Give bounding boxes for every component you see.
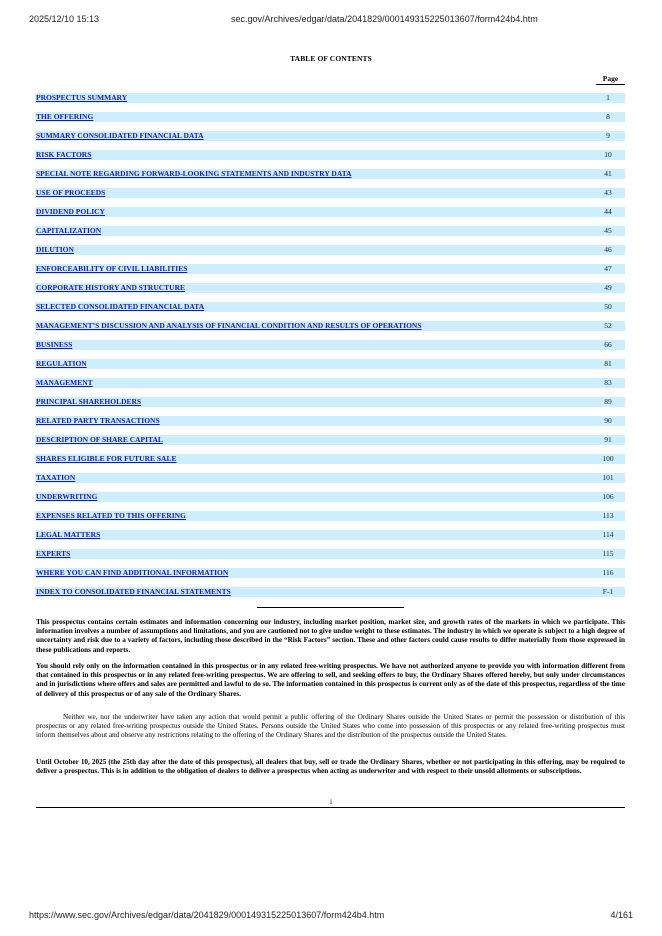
toc-page-number: 44 [604, 207, 612, 216]
toc-page-number: 115 [602, 549, 614, 558]
toc-row-regulation [35, 359, 625, 369]
print-footer-url: https://www.sec.gov/Archives/edgar/data/2041829/000149315225013607/form424b4.htm [29, 910, 385, 920]
toc-row-legal-matters [35, 530, 625, 540]
toc-row-additional-information [35, 568, 625, 578]
toc-row-special-note [35, 169, 625, 179]
toc-link-capitalization[interactable]: CAPITALIZATION [36, 226, 102, 235]
toc-page-number: 45 [604, 226, 612, 235]
print-footer [29, 910, 633, 924]
toc-page-number: 91 [604, 435, 612, 444]
toc-page-number: 90 [604, 416, 612, 425]
toc-page-number: 1 [606, 93, 610, 102]
toc-link-related-party-transactions[interactable]: RELATED PARTY TRANSACTIONS [36, 416, 160, 425]
toc-row-related-party-transactions [35, 416, 625, 426]
toc-page-number: 41 [604, 169, 612, 178]
toc-link-description-of-share-capital[interactable]: DESCRIPTION OF SHARE CAPITAL [36, 435, 163, 444]
toc-title: TABLE OF CONTENTS [290, 54, 372, 63]
toc-page-number: 116 [602, 568, 614, 577]
toc-link-legal-matters[interactable]: LEGAL MATTERS [36, 530, 101, 539]
toc-link-experts[interactable]: EXPERTS [36, 549, 71, 558]
toc-page-number: F-1 [602, 587, 614, 596]
toc-row-expenses [35, 511, 625, 521]
toc-page-number: 43 [604, 188, 612, 197]
toc-page-number: 47 [604, 264, 612, 273]
reliance-paragraph: You should rely only on the information contained in this prospectus or in any related free-writing prospectus. We have not authorized anyone to provide you with information different from that contained in this prospectus or in any related free-writing prospectus. We are offering to sell, and seeking offers to buy, the Ordinary Shares offered hereby, but only under circumstances and in jurisdictions where offers and sales are permitted and lawful to do so. The information contained in this prospectus is current only as of the date of this prospectus, regardless of the time of delivery of this prospectus or of any sale of the Ordinary Shares. [36, 662, 625, 698]
toc-page-number: 114 [602, 530, 614, 539]
toc-page-number: 10 [604, 150, 612, 159]
toc-link-business[interactable]: BUSINESS [36, 340, 73, 349]
page-bottom-rule [36, 807, 625, 808]
toc-link-regulation[interactable]: REGULATION [36, 359, 87, 368]
toc-row-enforceability [35, 264, 625, 274]
toc-link-prospectus-summary[interactable]: PROSPECTUS SUMMARY [36, 93, 128, 102]
toc-page-number: 106 [602, 492, 614, 501]
toc-link-the-offering[interactable]: THE OFFERING [36, 112, 94, 121]
toc-link-special-note[interactable]: SPECIAL NOTE REGARDING FORWARD-LOOKING STATEMENTS AND INDUSTRY DATA [36, 169, 352, 178]
toc-row-business [35, 340, 625, 350]
toc-row-dividend-policy [35, 207, 625, 217]
toc-page-number: 8 [606, 112, 610, 121]
toc-link-enforceability[interactable]: ENFORCEABILITY OF CIVIL LIABILITIES [36, 264, 188, 273]
toc-page-number: 50 [604, 302, 612, 311]
toc-row-corporate-history [35, 283, 625, 293]
toc-link-selected-financial-data[interactable]: SELECTED CONSOLIDATED FINANCIAL DATA [36, 302, 205, 311]
toc-link-index-financial-statements[interactable]: INDEX TO CONSOLIDATED FINANCIAL STATEMENTS [36, 587, 231, 596]
toc-link-shares-eligible[interactable]: SHARES ELIGIBLE FOR FUTURE SALE [36, 454, 177, 463]
page-number: i [329, 797, 333, 806]
print-header [29, 14, 633, 28]
toc-row-the-offering [35, 112, 625, 122]
toc-page-number: 113 [602, 511, 614, 520]
toc-row-experts [35, 549, 625, 559]
outside-us-paragraph: Neither we, nor the underwriter have taken any action that would permit a public offering of the Ordinary Shares outside the United States or permit the possession or distribution of this prospectus or any related free-writing prospectus outside the United States. Persons outside the United States who come into possession of this prospectus or any related free-writing prospectus must inform themselves about and observe any restrictions relating to the offering of the Ordinary Shares and the distribution of the prospectus outside the United States. [36, 713, 625, 740]
toc-link-use-of-proceeds[interactable]: USE OF PROCEEDS [36, 188, 106, 197]
toc-page-number: 46 [604, 245, 612, 254]
toc-page-number: 89 [604, 397, 612, 406]
print-timestamp: 2025/12/10 15:13 [29, 14, 100, 24]
toc-row-prospectus-summary [35, 93, 625, 103]
toc-row-taxation [35, 473, 625, 483]
toc-link-dividend-policy[interactable]: DIVIDEND POLICY [36, 207, 105, 216]
toc-link-summary-consolidated-financial-data[interactable]: SUMMARY CONSOLIDATED FINANCIAL DATA [36, 131, 204, 140]
toc-link-taxation[interactable]: TAXATION [36, 473, 76, 482]
table-of-contents [35, 93, 625, 606]
toc-row-underwriting [35, 492, 625, 502]
print-page-count: 4/161 [610, 910, 633, 920]
toc-page-number: 101 [602, 473, 614, 482]
toc-link-mdna[interactable]: MANAGEMENT’S DISCUSSION AND ANALYSIS OF FINANCIAL CONDITION AND RESULTS OF OPERATIONS [36, 321, 422, 330]
section-divider [257, 607, 404, 608]
toc-row-capitalization [35, 226, 625, 236]
toc-page-number: 100 [602, 454, 614, 463]
toc-link-corporate-history[interactable]: CORPORATE HISTORY AND STRUCTURE [36, 283, 185, 292]
toc-link-underwriting[interactable]: UNDERWRITING [36, 492, 98, 501]
toc-row-index-financial-statements [35, 587, 625, 597]
toc-row-shares-eligible [35, 454, 625, 464]
industry-data-paragraph: This prospectus contains certain estimates and information concerning our industry, including market position, market size, and growth rates of the markets in which we participate. This information involves a number of assumptions and limitations, and you are cautioned not to give undue weight to these estimates. The industry in which we operate is subject to a high degree of uncertainty and risk due to a variety of factors, including those described in the “Risk Factors” section. These and other factors could cause results to differ materially from those expressed in these publications and reports. [36, 618, 625, 654]
toc-row-management [35, 378, 625, 388]
toc-page-number: 81 [604, 359, 612, 368]
toc-row-use-of-proceeds [35, 188, 625, 198]
toc-row-summary-consolidated-financial-data [35, 131, 625, 141]
toc-page-number: 9 [606, 131, 610, 140]
toc-link-principal-shareholders[interactable]: PRINCIPAL SHAREHOLDERS [36, 397, 142, 406]
print-header-url: sec.gov/Archives/edgar/data/2041829/000149315225013607/form424b4.htm [231, 14, 538, 24]
toc-link-management[interactable]: MANAGEMENT [36, 378, 93, 387]
toc-page-number: 52 [604, 321, 612, 330]
toc-row-selected-financial-data [35, 302, 625, 312]
toc-link-additional-information[interactable]: WHERE YOU CAN FIND ADDITIONAL INFORMATION [36, 568, 229, 577]
toc-link-risk-factors[interactable]: RISK FACTORS [36, 150, 92, 159]
toc-link-expenses[interactable]: EXPENSES RELATED TO THIS OFFERING [36, 511, 186, 520]
dealer-delivery-paragraph: Until October 10, 2025 (the 25th day after the date of this prospectus), all dealers that buy, sell or trade the Ordinary Shares, whether or not participating in this offering, may be required to deliver a prospectus. This is in addition to the obligation of dealers to deliver a prospectus when acting as underwriter and with respect to their unsold allotments or subscriptions. [36, 758, 625, 776]
toc-page-number: 66 [604, 340, 612, 349]
toc-page-number: 83 [604, 378, 612, 387]
toc-row-mdna [35, 321, 625, 331]
toc-link-dilution[interactable]: DILUTION [36, 245, 74, 254]
toc-row-risk-factors [35, 150, 625, 160]
toc-row-dilution [35, 245, 625, 255]
toc-page-column-header: Page [596, 74, 625, 85]
toc-page-number: 49 [604, 283, 612, 292]
toc-row-description-of-share-capital [35, 435, 625, 445]
toc-row-principal-shareholders [35, 397, 625, 407]
